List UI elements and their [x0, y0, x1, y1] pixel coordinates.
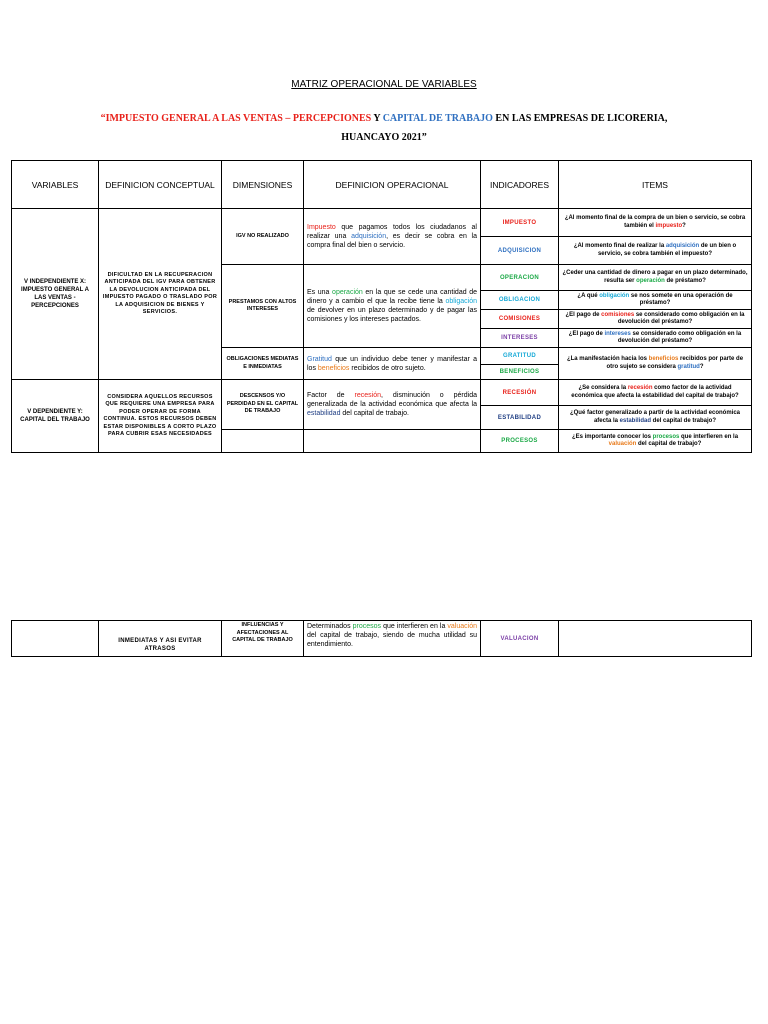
keyword-valuacion: valuación [447, 623, 477, 630]
variable-x-definition: DIFICULTAD EN LA RECUPERACION ANTICIPADA DEL IGV PARA OBTENER LA DEVOLUCION ANTICIPADA DEL IMPUESTO PAGADO O TRASLADO POR LA ADQUISICION DE BIENES Y SERVICIOS. [99, 209, 222, 380]
item-keyword: comisiones [601, 311, 635, 318]
item-7 [559, 348, 752, 380]
item-6 [559, 329, 752, 348]
item-keyword: adquisición [665, 243, 700, 249]
item-text: del capital de trabajo? [651, 417, 717, 424]
op-text: que interfieren en la [381, 623, 448, 630]
item-text: ¿La manifestación hacia los [566, 356, 649, 362]
indicator-procesos: PROCESOS [481, 430, 559, 453]
indicator-recesion: RECESIÓN [481, 380, 559, 406]
header-definicion-conceptual: DEFINICION CONCEPTUAL [99, 161, 222, 209]
dimension-obligaciones: OBLIGACIONES MEDIATAS E INMEDIATAS [222, 348, 304, 380]
item-text: ¿El pago de [565, 311, 602, 318]
table-header-row [12, 161, 752, 209]
empty-cell [12, 621, 99, 657]
keyword-procesos: procesos [352, 623, 382, 630]
item-text: recibidos por parte de otro sujeto se considera [606, 356, 744, 370]
item-keyword: beneficios [648, 356, 679, 362]
keyword-beneficios: beneficios [317, 364, 350, 372]
item-keyword: intereses [604, 330, 631, 337]
item-text: ¿Se considera la [578, 385, 628, 391]
op-text: recibidos de otro sujeto. [349, 364, 426, 372]
item-keyword: gratitud [677, 363, 700, 370]
item-9 [559, 406, 752, 430]
header-dimensiones: DIMENSIONES [222, 161, 304, 209]
subtitle-place-year: HUANCAYO 2021” [341, 132, 427, 143]
keyword-gratitud: Gratitud [307, 355, 332, 363]
document-title: MATRIZ OPERACIONAL DE VARIABLES [291, 79, 477, 90]
variable-y-definition: CONSIDERA AQUELLOS RECURSOS QUE REQUIERE UNA EMPRESA PARA PODER OPERAR DE FORMA CONTINUA. ESTOS RECURSOS DEBEN ESTAR DISPONIBLES A CORTO PLAZO PARA CUBRIR ESAS NECESIDADES [99, 380, 222, 453]
dimension-influencias: INFLUENCIAS Y AFECTACIONES AL CAPITAL DE TRABAJO [222, 621, 304, 657]
item-2 [559, 237, 752, 265]
variable-y-name: V DEPENDIENTE Y: CAPITAL DEL TRABAJO [12, 380, 99, 453]
indicator-beneficios: BENEFICIOS [481, 365, 559, 380]
item-text: de un bien o servicio, se cobra también el impuesto? [597, 243, 737, 257]
indicator-obligacion: OBLIGACION [481, 291, 559, 310]
subtitle-context: EN LAS EMPRESAS DE LICORERIA, [492, 113, 668, 124]
header-variables: VARIABLES [12, 161, 99, 209]
operational-definition-3 [304, 348, 481, 380]
item-text: ¿Ceder una cantidad de dinero a pagar en un plazo determinado, resulta ser [562, 270, 748, 284]
header-definicion-operacional: DEFINICION OPERACIONAL [304, 161, 481, 209]
item-keyword: obligación [599, 292, 630, 299]
operational-definition-2 [304, 265, 481, 348]
keyword-recesion: recesión [354, 392, 381, 399]
subtitle-conjunction: Y [371, 113, 383, 124]
table-row [12, 621, 752, 657]
indicator-gratitud: GRATITUD [481, 348, 559, 365]
item-3 [559, 265, 752, 291]
indicator-estabilidad: ESTABILIDAD [481, 406, 559, 430]
keyword-obligacion: obligación [445, 298, 477, 305]
variable-x-name: V INDEPENDIENTE X: IMPUESTO GENERAL A LAS VENTAS - PERCEPCIONES [12, 209, 99, 380]
item-keyword: valuación [608, 441, 637, 447]
empty-cell [222, 430, 304, 453]
op-text: del capital de trabajo. [340, 410, 409, 417]
op-text: Es una [307, 289, 333, 296]
indicator-impuesto: IMPUESTO [481, 209, 559, 237]
item-keyword: procesos [652, 433, 680, 440]
item-text: que interfieren en la [679, 433, 739, 440]
op-text: Determinados [307, 623, 353, 630]
dimension-prestamos: PRESTAMOS CON ALTOS INTERESES [222, 265, 304, 348]
item-keyword: estabilidad [619, 417, 651, 424]
indicator-adquisicion: ADQUISICION [481, 237, 559, 265]
keyword-operacion: operación [332, 289, 363, 296]
continuation-definition: INMEDIATAS Y ASI EVITAR ATRASOS [99, 621, 222, 657]
item-8 [559, 380, 752, 406]
item-4 [559, 291, 752, 310]
op-text: del capital de trabajo, siendo de mucha utilidad su entendimiento. [307, 632, 477, 648]
op-text: , es decir se cobra en la compra final del bien o servicio. [307, 233, 477, 249]
item-text: del capital de trabajo? [636, 441, 702, 447]
indicator-comisiones: COMISIONES [481, 310, 559, 329]
item-text: se considerado como obligación en la devolución del préstamo? [617, 330, 742, 344]
op-text: de devolver en un plazo determinado y de pagar las comisiones y los intereses pactados. [307, 307, 477, 323]
subtitle-variable-y: CAPITAL DE TRABAJO [382, 113, 493, 124]
item-1 [559, 209, 752, 237]
item-keyword: operación [636, 277, 665, 284]
item-text: ¿Qué factor generalizado a partir de la actividad económica afecta la [569, 410, 741, 424]
document-subtitle [60, 109, 708, 147]
item-keyword: impuesto [655, 222, 683, 229]
indicator-valuacion: VALUACION [481, 621, 559, 657]
item-text: se nos somete en una operación de préstamo? [629, 292, 733, 306]
header-indicadores: INDICADORES [481, 161, 559, 209]
item-text: ? [699, 363, 704, 370]
item-text: se considerado como obligación en la devolución del préstamo? [617, 311, 745, 325]
item-text: ¿Al momento final de la compra de un bien o servicio, se cobra también el [564, 215, 746, 229]
item-text: ¿Es importante conocer los [571, 433, 653, 440]
op-text: que un individuo debe tener y manifestar a los [307, 355, 477, 372]
keyword-impuesto: Impuesto [307, 224, 336, 231]
dimension-descensos: DESCENSOS Y/O PERDIDAD EN EL CAPITAL DE TRABAJO [222, 380, 304, 430]
item-text: ¿A qué [577, 292, 600, 299]
operational-definition-5 [304, 621, 481, 657]
variables-matrix-table [11, 160, 752, 453]
item-text: como factor de la actividad económica que afecta la estabilidad del capital de trabajo? [571, 385, 739, 399]
empty-cell [559, 621, 752, 657]
item-text: ¿Al momento final de realizar la [573, 243, 666, 249]
empty-cell [304, 430, 481, 453]
table-row [12, 209, 752, 237]
keyword-estabilidad: estabilidad [307, 410, 341, 417]
op-text: , disminución o pérdida generalizada de la actividad económica que afecta la [307, 392, 477, 408]
op-text: en la que se cede una cantidad de dinero y a cambio el que la recibe tiene la [307, 289, 477, 305]
table-row [12, 380, 752, 406]
operational-definition-1 [304, 209, 481, 265]
header-items: ITEMS [559, 161, 752, 209]
indicator-intereses: INTERESES [481, 329, 559, 348]
operational-definition-4 [304, 380, 481, 430]
indicator-operacion: OPERACION [481, 265, 559, 291]
item-5 [559, 310, 752, 329]
item-text: ? [682, 222, 686, 229]
op-text: que pagamos todos los ciudadanos al realizar una [307, 224, 477, 240]
item-text: de préstamo? [664, 277, 706, 284]
dimension-igv-no-realizado: IGV NO REALIZADO [222, 209, 304, 265]
item-keyword: recesión [627, 385, 653, 391]
op-text: Factor de [307, 392, 355, 399]
item-text: ¿El pago de [568, 330, 605, 337]
keyword-adquisicion: adquisición [351, 233, 387, 240]
continuation-table [11, 620, 752, 657]
subtitle-quote-open: “ [100, 113, 106, 124]
item-10 [559, 430, 752, 453]
subtitle-variable-x: IMPUESTO GENERAL A LAS VENTAS – PERCEPCIONES [105, 113, 372, 124]
